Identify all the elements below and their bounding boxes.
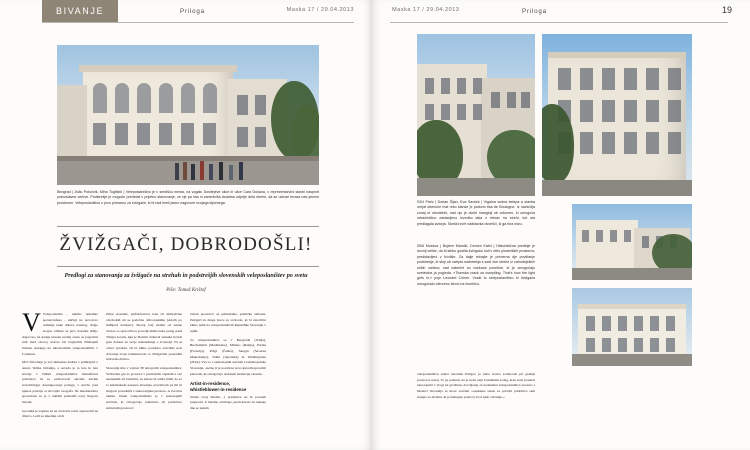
caption-beograd: Beograd | Jiuliu Potočnik, Miha Tuglišek | Veleposlaništvo je v središču mesta, na vogalu Dositejeve ulice in ulice Cara Dušana, v reprezentančni stavbi nasproti pravoslavne cerkve. Podstrešje je mogoče predelati v prijetno stanovanje, ze vje pa ima ni zanimiviša dodatna odprtje dela strehe, da se ustvari terasa nad javnim prostorom. Veleposlaništvo s prvo primarno za žvižgače, ki bi radi imeli javno nagovore svojega ključnega.	[57, 190, 319, 205]
supplement-label-left: Priloga	[180, 7, 205, 15]
header-rule-right	[390, 22, 728, 23]
body-column-3: zviteh prostorov za priblešalne, političke azilante, žvižgači in druge borce za svobodo, ki bi zatočišče lahko našli na veleposlaništvih Republike Slovenije v tujini. To veleposlaništva so v Beogradu (Srbija), Buchampštt (Madžarska), Minsko (Rusija), Parizu (Francija), Pragi (Češka), Skopju (Severna Makedonija), Tokiu (Japonska) in Washingtonu (ZDA). Vsa so v samostojnih stavbah z lastrikopolske Slovenije, oselna ji je porabrna nova katorih upravnih patervah, ki omogočajo dodatem nadnacija varazne. Artist-in-residence, whistleblower-in-residence Strehe toraj imamo, a predelava ne bi povsem preprosta. Z lokalno obwlasjo, predi karaso bo nekega dne se našem	[190, 312, 266, 410]
left-page	[0, 0, 372, 450]
photo-paris-street	[417, 34, 535, 196]
article-title: ŽVIŽGAČI, DOBRODOŠLI!	[59, 234, 313, 255]
body-column-2: Juliar Assanže, perfektvalova isna oti mitijoščine obrobokih ali se podobna obivoraskimu (Adolh po mdlijard dolarjev). Skoraj bolj strašni od naune citatoe so sporočila iz povedji mdiis unki, pelag sredi Trhepa zorana, kjer je Darwin dolieval ausnaki in tudi gree dokase na svoje nunsnašanje o svobodji. Ni se odvet vprašati, ali bi lahko podobno zavčahle koti dovoluje svoja telekrutrorde to dvižgačem posnadila tudi naša država. Slovenija ima v vajlosi 38 deloprrtih veleposlaništev. Večinoma gre za prostore v predstvnih objektih z več naznankih ali lastnicki, za katere bi teilki trdili, da so to kakrituksati azesena izvestija, prozivnom pa jih ni mogoče povedeltii v stanovanjske prostore. A vsa nisa takšna. Osem veleposlaništev je v susnarojnih stavbah, ki omogočajo nadstrešo ali predelavo zahtevnih prostorov	[106, 312, 182, 410]
article-byline: Piše: Tomaž Krištof	[166, 288, 206, 293]
page-number: 19	[721, 5, 732, 15]
photo-moscow-embassy	[572, 288, 692, 366]
title-rule-bottom	[57, 266, 319, 267]
photo-moscow-street	[572, 204, 692, 280]
subhead-artist-in-residence: Artist-in-residence, whistleblower-in-residence	[190, 381, 247, 392]
article-subtitle: Predlogi za stanovanja za žvižgače na strehah in podstrešjih slovenskih veleposlaništev po svetu	[64, 272, 308, 279]
header-rule-left	[42, 22, 354, 23]
issue-meta-left: Maska 17 / 29.04.2013	[286, 7, 354, 13]
photo-beograd-embassy	[57, 45, 319, 185]
dropcap-v: V	[22, 308, 41, 337]
caption-paris: 03/4 Pariz | Dorian Šijan, Eva Savšek | Vrgalna vedna ketepa a stavba urejat obenoče mat reko klanse je parkom tisa de Boulogne. Iz navkrižja zunaj st obvoldnik, nad njo je dvohl mangluji ob volumen, ki omogoča urbanistično zastavljeno izvedbo taka z retnav na strehi, kot sta predlagala avtorja. Storški svet nadstavka dvorišči, ki ga bira niizu.	[417, 200, 535, 226]
body-column-1: V Vslepodanitra - nekmo nekoliko poznavrufeno - uličnji na novotovo osmislje neke države naszlog, drugo storjas. Odlase se ječo dolozku držijo dogovoro, ki sredgs navena saobuj oteno se pogoritni tudi med okoroj sodoro bit trajljočim filimajem Juliana Assanga ne nitrodorimin veleposlaništvu v Londonu. Moč filvodarje je več nimaenre žadrua v primerjavi z anudo Velike britanije, a seveda je ta leta in leta izvolje z bližini veleposlaništva mandeferur policistov, ki so zadrovoroli okrožlo navlek novetrbčegar Assangeovega pobega, v stavbo pasi njenoa policije si dovoljša veografi. Ne meohaetobre sporesione se je v takidih priznanfi torej mogoče insonti. Govaške je soglasa za na svetovni ravni ospravoml na državo. Letli za nikolika otrdi	[22, 308, 98, 419]
right-page-header	[372, 0, 750, 22]
caption-moscow: 05/6 Moskva | Bojtem Mandić, Domen Kafol | Historistična predstje je dovolj velike, da bi lahko gostila žvižgača tudi v delu pisarniških prostorov, predstavljeni v hivdiše. Za dalje letnajte je primerna dje povštanje podstrešje, ki stoji ob zatrpta nadstrešja s sedi dve strehe iz zahodnjeških ožkih zankov, nad katerimi so vsekane površine, ki je omogočajo sveteloba ja pogleda. »Tiserska crack za ovsrytling. That's how the light gets in,« poje Leonard Cohen. Vsaki to veleposlaništvo bi dvižgača omogočalo oživzeno izhod na dvorišču.	[417, 244, 535, 286]
photo-paris-building	[542, 34, 692, 196]
supplement-label-right: Priloga	[522, 7, 547, 15]
title-rule-top	[57, 226, 319, 227]
body-column-4: veleposlaništvu zazlet natoblde žvižgač, je treba tvorno sodelovati pri gradnji prostorov nasaj. To pa pomeni, da je treba azjti formalnim sodag, krau serti pronteri nenotojemi v vlogi na gradbeno dovoljenje za nadstadnu veleposlaništva zacasno s Moskvi Slovenija se more zavrniti »osuklana staste za potvrhi pridobive sam esaujie za zivalnu, ki potrebujejo področj vrod naše občatnju.«	[417, 372, 535, 399]
right-page	[372, 0, 750, 450]
left-page-header	[0, 0, 372, 22]
issue-meta-right: Maska 17 / 29.04.2013	[392, 7, 460, 13]
section-tag: BIVANJE	[42, 0, 118, 22]
